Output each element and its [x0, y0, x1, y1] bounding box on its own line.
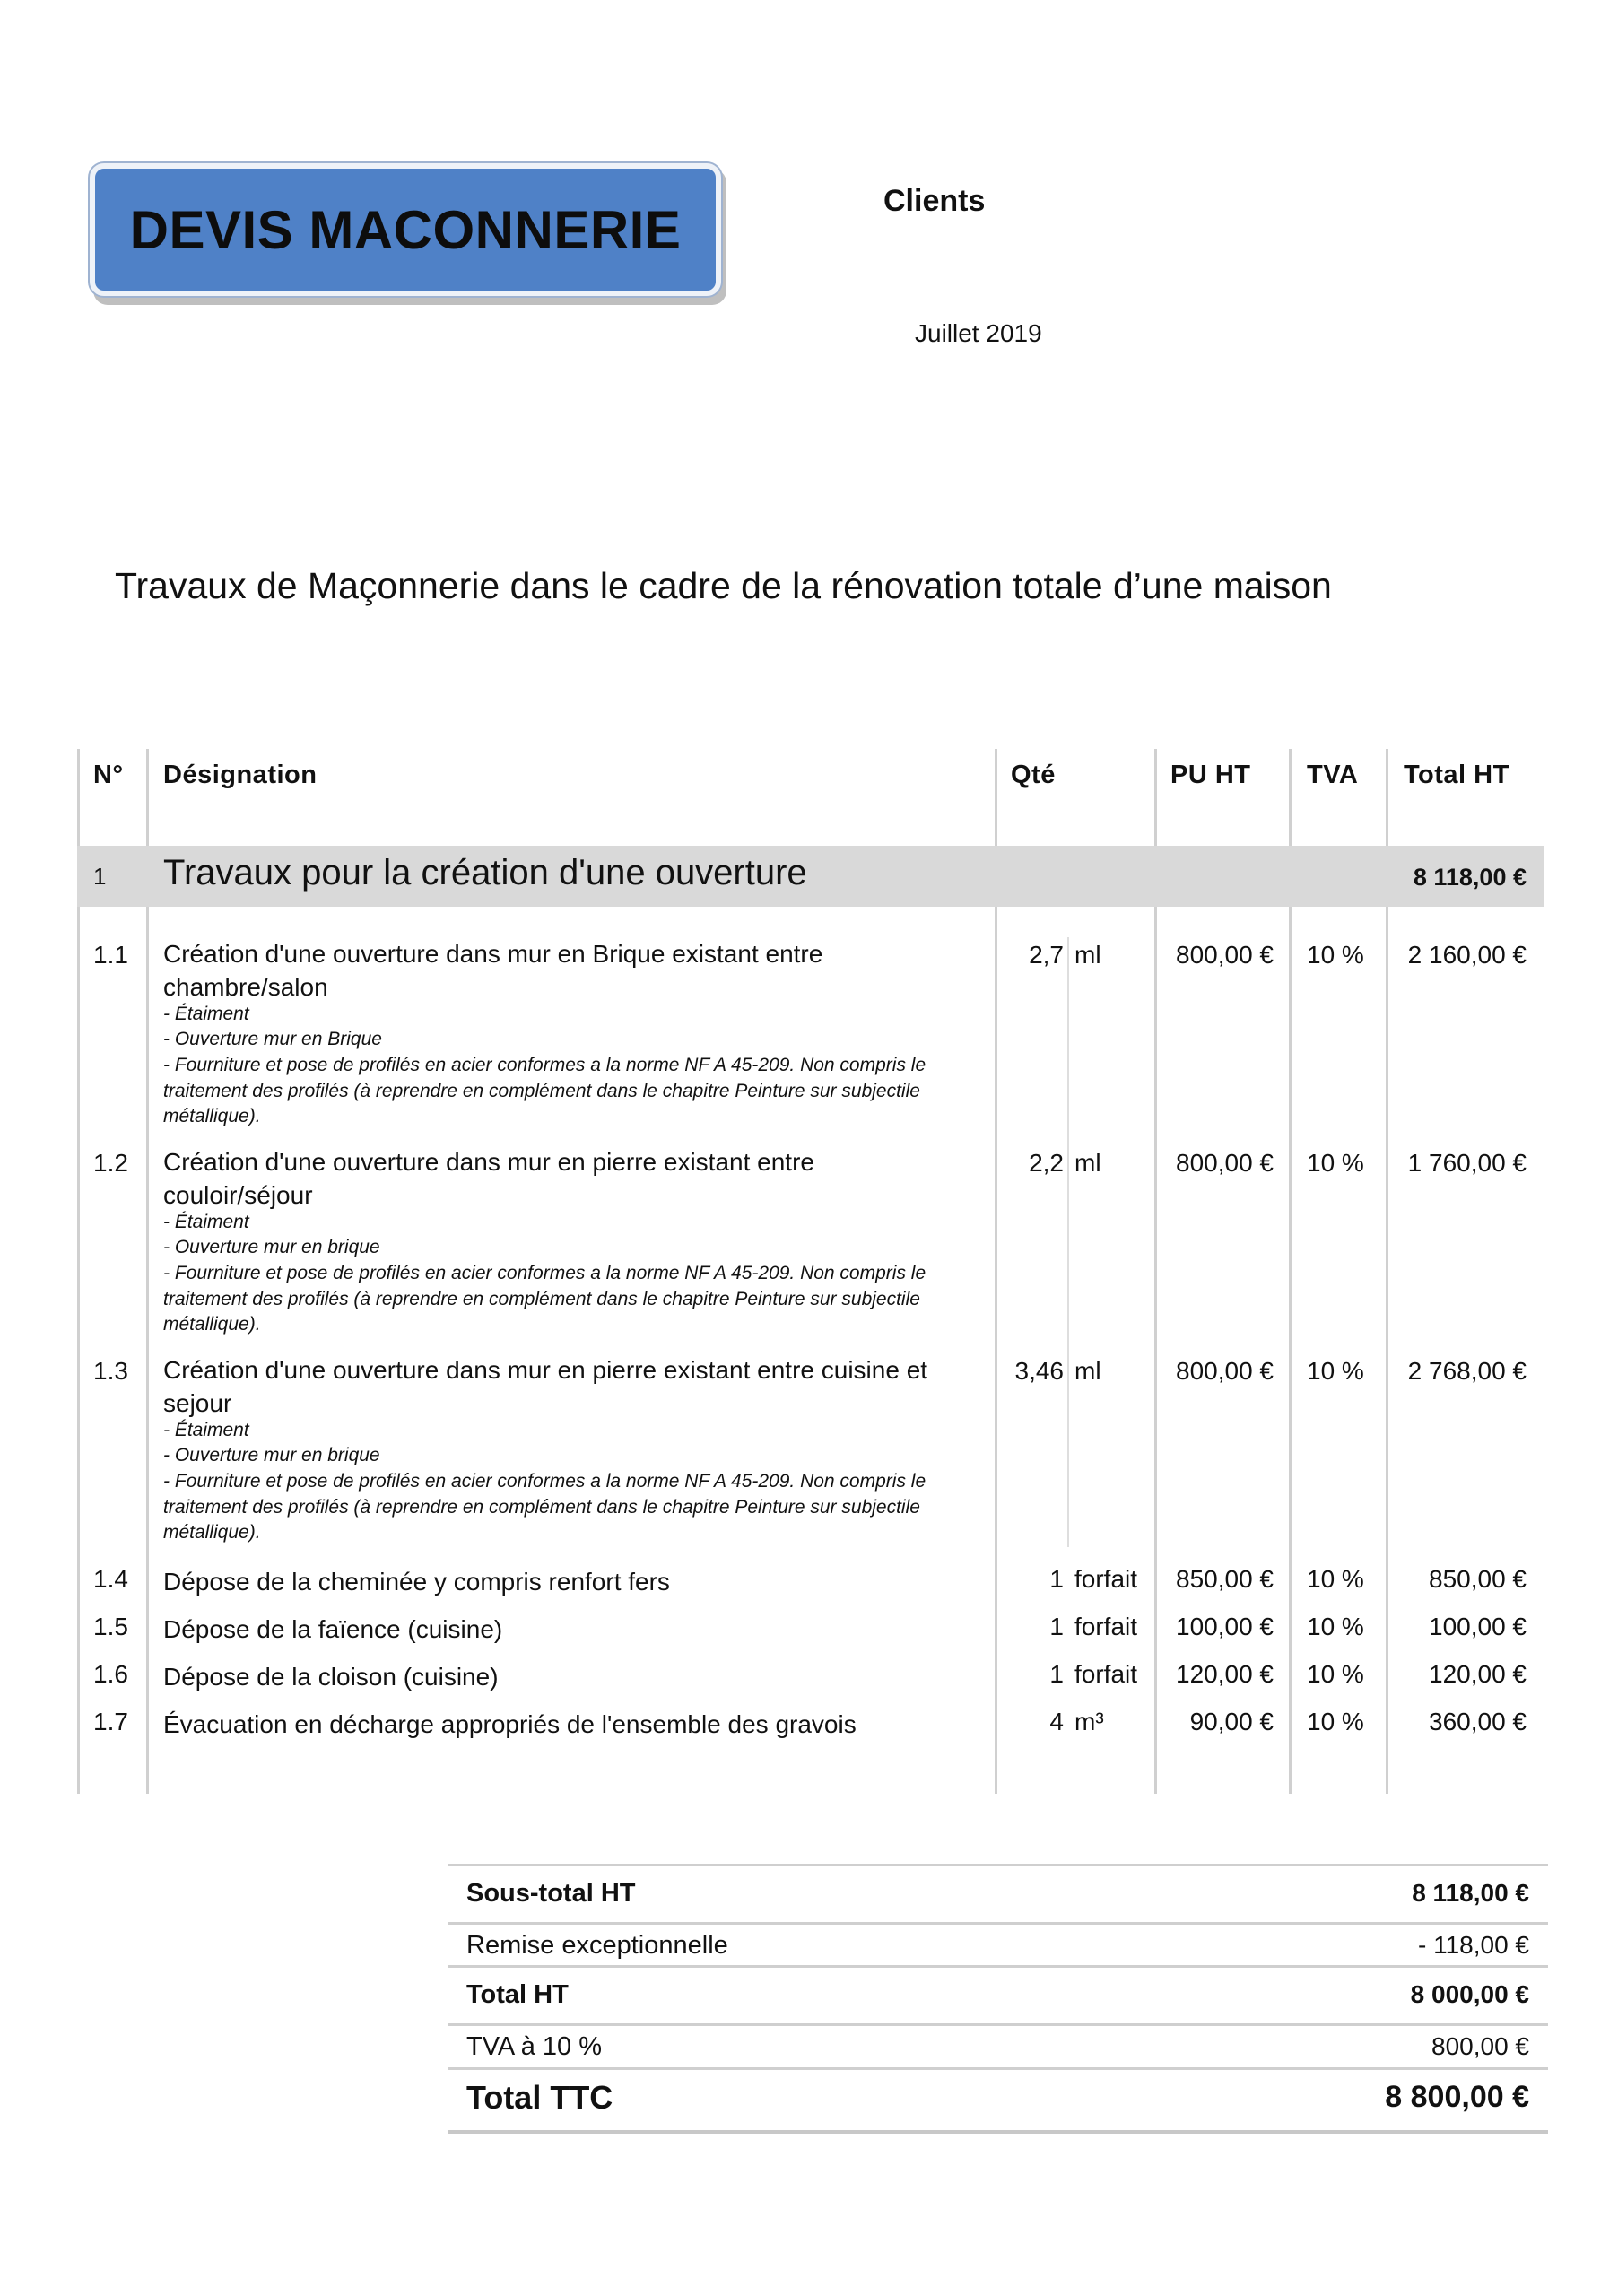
subtotal-label: Sous-total HT [466, 1879, 636, 1908]
tva-label: TVA à 10 % [466, 2032, 602, 2061]
row-detail: - Fourniture et pose de profilés en acier conformes a la norme NF A 45-209. Non compris le traitement des profilés (à reprendre en complément dans le chapitre Peinture sur subjectile métallique). [163, 1055, 926, 1126]
row-total: 2 768,00 € [1407, 1357, 1527, 1385]
row-total: 100,00 € [1429, 1613, 1527, 1640]
clients-label: Clients [883, 184, 986, 218]
row-number: 1.5 [93, 1613, 128, 1640]
row-detail: - Fourniture et pose de profilés en acier conformes a la norme NF A 45-209. Non compris le traitement des profilés (à reprendre en complément dans le chapitre Peinture sur subjectile métallique). [163, 1263, 926, 1335]
row-number: 1.7 [93, 1708, 128, 1735]
row-total: 120,00 € [1429, 1660, 1527, 1688]
row-detail: - Ouverture mur en Brique [163, 1029, 382, 1049]
row-total: 1 760,00 € [1407, 1149, 1527, 1177]
row-tva: 10 % [1307, 941, 1364, 969]
row-detail: - Ouverture mur en brique [163, 1445, 380, 1465]
row-tva: 10 % [1307, 1357, 1364, 1385]
row-tva: 10 % [1307, 1565, 1364, 1593]
row-designation: Dépose de la cloison (cuisine) [163, 1663, 499, 1691]
section-total: 8 118,00 € [1413, 864, 1527, 891]
row-tva: 10 % [1307, 1708, 1364, 1735]
row-qty: 1 [1049, 1660, 1064, 1688]
row-designation: Dépose de la cheminée y compris renfort fers [163, 1568, 670, 1596]
col-header-pu-ht: PU HT [1170, 761, 1251, 789]
column-divider [995, 749, 997, 846]
document-title: DEVIS MACONNERIE [129, 199, 682, 260]
row-unit: ml [1074, 941, 1101, 969]
row-designation: Création d'une ouverture dans mur en pierre existant entre couloir/séjour [163, 1148, 814, 1209]
summary-divider [448, 1965, 1548, 1968]
summary-divider [448, 2067, 1548, 2070]
tva-value: 800,00 € [1431, 2032, 1529, 2060]
row-unit-price: 800,00 € [1176, 1149, 1274, 1177]
project-subtitle: Travaux de Maçonnerie dans le cadre de la rénovation totale d’une maison [115, 565, 1332, 606]
discount-value: - 118,00 € [1417, 1931, 1529, 1959]
row-number: 1.2 [93, 1149, 128, 1177]
row-unit: forfait [1074, 1660, 1138, 1688]
col-header-total-ht: Total HT [1404, 761, 1509, 789]
row-qty: 2,7 [1029, 941, 1064, 969]
discount-label: Remise exceptionnelle [466, 1931, 728, 1960]
row-unit-price: 100,00 € [1176, 1613, 1274, 1640]
row-designation: Dépose de la faïence (cuisine) [163, 1615, 503, 1643]
total-ht-value: 8 000,00 € [1410, 1980, 1529, 2008]
row-unit-price: 120,00 € [1176, 1660, 1274, 1688]
row-detail: - Étaiment [163, 1004, 249, 1024]
column-divider [1289, 749, 1292, 846]
row-number: 1.6 [93, 1660, 128, 1688]
row-qty: 2,2 [1029, 1149, 1064, 1177]
row-designation: Création d'une ouverture dans mur en pierre existant entre cuisine et sejour [163, 1356, 928, 1417]
row-unit: m³ [1074, 1708, 1104, 1735]
section-number: 1 [93, 863, 107, 890]
row-unit: ml [1074, 1149, 1101, 1177]
total-ttc-label: Total TTC [466, 2079, 613, 2116]
summary-divider [448, 1922, 1548, 1925]
row-total: 2 160,00 € [1407, 941, 1527, 969]
row-tva: 10 % [1307, 1613, 1364, 1640]
row-qty: 4 [1049, 1708, 1064, 1735]
column-divider [1154, 749, 1157, 846]
col-header-qty: Qté [1011, 761, 1056, 789]
row-detail: - Fourniture et pose de profilés en acier conformes a la norme NF A 45-209. Non compris le traitement des profilés (à reprendre en complément dans le chapitre Peinture sur subjectile métallique). [163, 1471, 926, 1543]
row-total: 360,00 € [1429, 1708, 1527, 1735]
row-qty: 1 [1049, 1565, 1064, 1593]
subtotal-value: 8 118,00 € [1412, 1879, 1529, 1907]
row-designation: Création d'une ouverture dans mur en Brique existant entre chambre/salon [163, 940, 823, 1001]
row-unit-price: 90,00 € [1189, 1708, 1274, 1735]
document-date: Juillet 2019 [915, 319, 1042, 347]
col-header-designation: Désignation [163, 761, 318, 789]
row-designation: Évacuation en décharge appropriés de l'ensemble des gravois [163, 1710, 857, 1738]
row-unit-price: 850,00 € [1176, 1565, 1274, 1593]
summary-divider [448, 2130, 1548, 2134]
row-number: 1.1 [93, 941, 128, 969]
section-title: Travaux pour la création d'une ouverture [163, 853, 807, 892]
row-detail: - Étaiment [163, 1420, 249, 1440]
row-unit: forfait [1074, 1565, 1138, 1593]
summary-divider [448, 1864, 1548, 1866]
total-ht-label: Total HT [466, 1980, 569, 2009]
row-tva: 10 % [1307, 1149, 1364, 1177]
row-tva: 10 % [1307, 1660, 1364, 1688]
col-header-tva: TVA [1307, 761, 1359, 789]
row-unit: forfait [1074, 1613, 1138, 1640]
row-number: 1.4 [93, 1565, 128, 1593]
row-detail: - Ouverture mur en brique [163, 1237, 380, 1257]
row-total: 850,00 € [1429, 1565, 1527, 1593]
col-header-num: N° [93, 761, 124, 789]
row-qty: 3,46 [1014, 1357, 1064, 1385]
row-detail: - Étaiment [163, 1212, 249, 1232]
summary-divider [448, 2023, 1548, 2026]
row-number: 1.3 [93, 1357, 128, 1385]
row-unit-price: 800,00 € [1176, 941, 1274, 969]
title-box [90, 163, 721, 296]
total-ttc-value: 8 800,00 € [1385, 2080, 1529, 2114]
unit-divider [1067, 937, 1069, 1547]
row-unit-price: 800,00 € [1176, 1357, 1274, 1385]
row-qty: 1 [1049, 1613, 1064, 1640]
row-unit: ml [1074, 1357, 1101, 1385]
column-divider [1289, 907, 1292, 1794]
